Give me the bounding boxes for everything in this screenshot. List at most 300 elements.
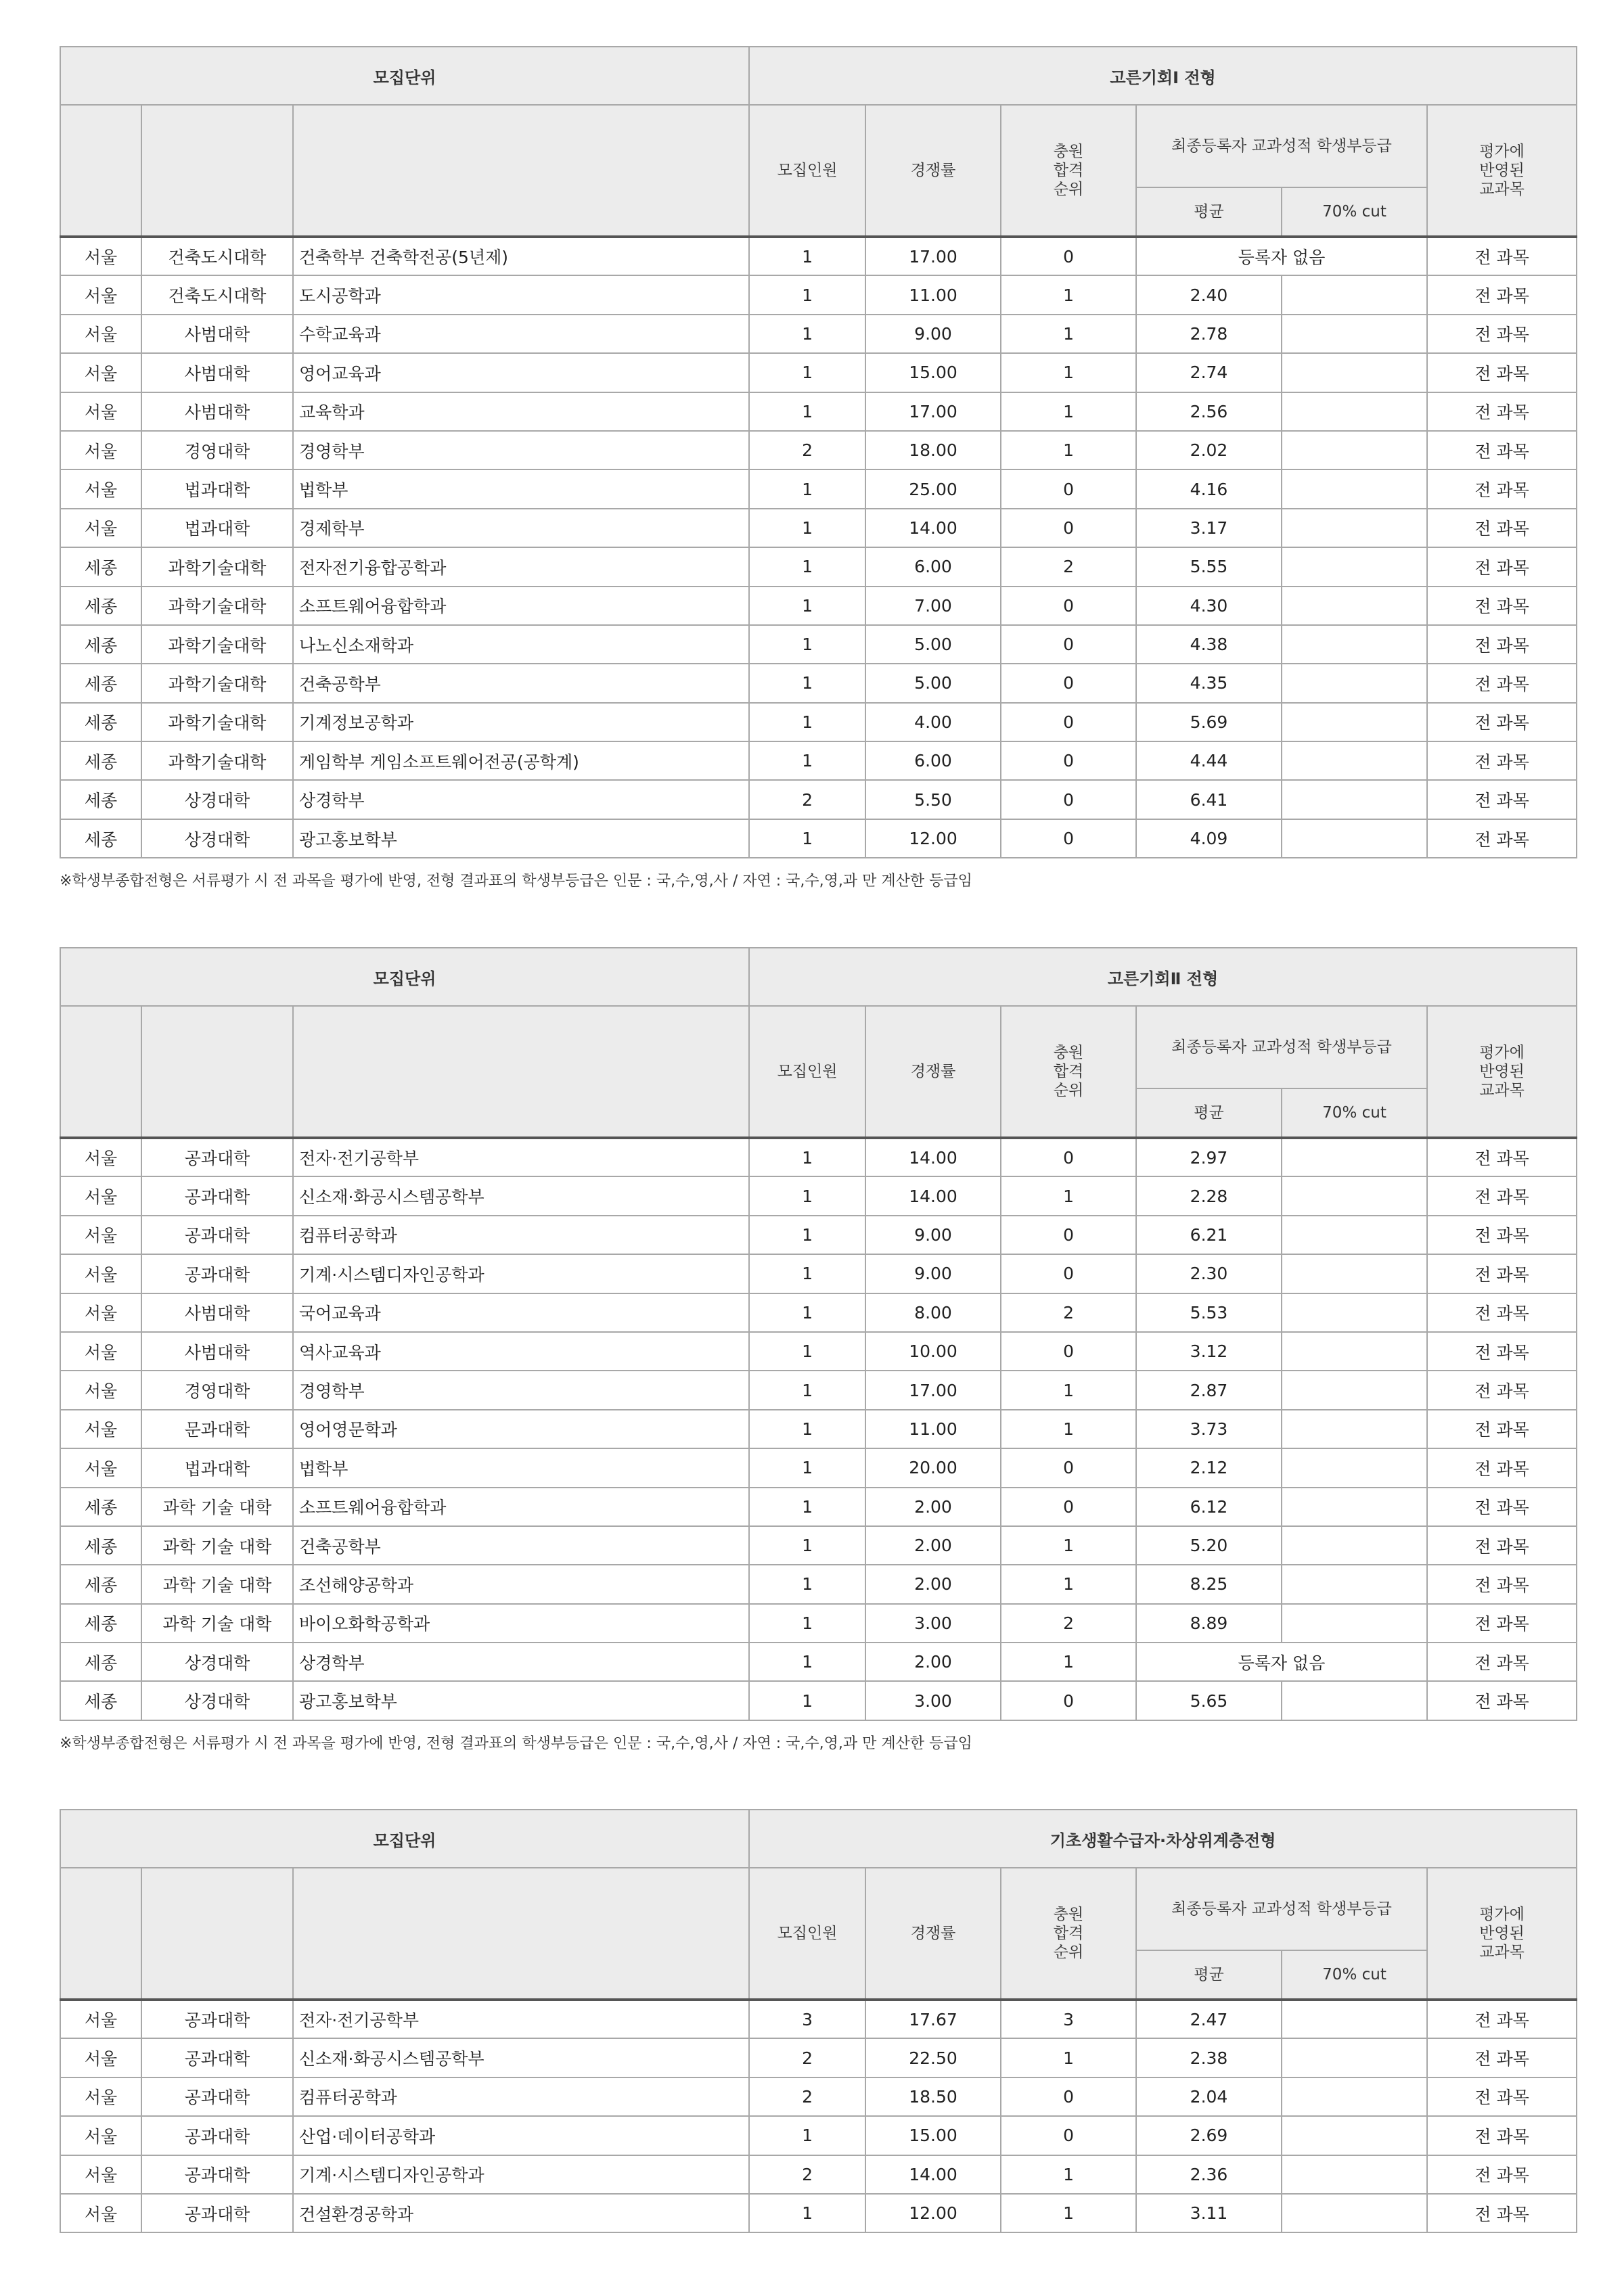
campus-cell: 서울 <box>60 1371 141 1409</box>
campus-cell: 세종 <box>60 625 141 664</box>
campus-cell: 서울 <box>60 2155 141 2194</box>
dept-cell: 교육학과 <box>293 392 749 431</box>
dept-cell: 컴퓨터공학과 <box>293 2077 749 2116</box>
table-row <box>60 819 1577 858</box>
rank-cell: 0 <box>1001 1138 1136 1176</box>
subjects-cell: 전 과목 <box>1427 1681 1577 1720</box>
header-avg: 평균 <box>1136 1088 1282 1138</box>
avg-cell: 5.53 <box>1136 1293 1282 1332</box>
table-row <box>60 1643 1577 1681</box>
college-cell: 공과대학 <box>141 2077 293 2116</box>
cut70-cell <box>1282 1216 1427 1254</box>
campus-cell: 서울 <box>60 509 141 547</box>
header-dept <box>293 1006 749 1138</box>
cut70-cell <box>1282 315 1427 353</box>
competition-cell: 17.67 <box>865 2000 1001 2038</box>
recruit-cell: 1 <box>749 509 865 547</box>
cut70-cell <box>1282 703 1427 741</box>
college-cell: 공과대학 <box>141 2116 293 2155</box>
recruit-cell: 2 <box>749 780 865 819</box>
table-row <box>60 741 1577 780</box>
college-cell: 법과대학 <box>141 1448 293 1487</box>
campus-cell: 서울 <box>60 1410 141 1448</box>
recruit-cell: 1 <box>749 1216 865 1254</box>
competition-cell: 14.00 <box>865 1138 1001 1176</box>
cut70-cell <box>1282 1488 1427 1526</box>
rank-cell: 0 <box>1001 1216 1136 1254</box>
competition-cell: 2.00 <box>865 1526 1001 1565</box>
subjects-cell: 전 과목 <box>1427 2155 1577 2194</box>
campus-cell: 세종 <box>60 819 141 858</box>
table-row <box>60 2116 1577 2155</box>
campus-cell: 서울 <box>60 2194 141 2232</box>
dept-cell: 법학부 <box>293 469 749 508</box>
header-cut70: 70% cut <box>1282 1950 1427 2000</box>
avg-cell: 2.02 <box>1136 431 1282 469</box>
avg-cell: 2.87 <box>1136 1371 1282 1409</box>
recruit-cell: 1 <box>749 1138 865 1176</box>
rank-cell: 0 <box>1001 469 1136 508</box>
table-row <box>60 2077 1577 2116</box>
section-3 <box>60 1809 1576 2233</box>
avg-cell: 4.44 <box>1136 741 1282 780</box>
dept-cell: 소프트웨어융합학과 <box>293 587 749 625</box>
avg-cell: 6.12 <box>1136 1488 1282 1526</box>
table-row <box>60 2038 1577 2077</box>
avg-cell: 8.25 <box>1136 1565 1282 1603</box>
header-grade-group: 최종등록자 교과성적 학생부등급 <box>1136 1868 1427 1950</box>
cut70-cell <box>1282 2000 1427 2038</box>
table-row <box>60 1681 1577 1720</box>
recruit-cell: 1 <box>749 664 865 702</box>
dept-cell: 게임학부 게임소프트웨어전공(공학계) <box>293 741 749 780</box>
competition-cell: 4.00 <box>865 703 1001 741</box>
dept-cell: 광고홍보학부 <box>293 819 749 858</box>
campus-cell: 서울 <box>60 431 141 469</box>
subjects-cell: 전 과목 <box>1427 1176 1577 1215</box>
competition-cell: 6.00 <box>865 547 1001 586</box>
dept-cell: 산업·데이터공학과 <box>293 2116 749 2155</box>
rank-cell: 1 <box>1001 1526 1136 1565</box>
header-college <box>141 1868 293 2000</box>
recruit-cell: 1 <box>749 1488 865 1526</box>
header-campus <box>60 1868 141 2000</box>
table-row <box>60 431 1577 469</box>
rank-cell: 0 <box>1001 1681 1136 1720</box>
section-1 <box>60 46 1576 890</box>
competition-cell: 2.00 <box>865 1643 1001 1681</box>
campus-cell: 서울 <box>60 2038 141 2077</box>
college-cell: 사범대학 <box>141 1332 293 1371</box>
recruit-cell: 1 <box>749 625 865 664</box>
subjects-cell: 전 과목 <box>1427 780 1577 819</box>
subjects-cell: 전 과목 <box>1427 741 1577 780</box>
table-row <box>60 1216 1577 1254</box>
dept-cell: 상경학부 <box>293 780 749 819</box>
competition-cell: 11.00 <box>865 1410 1001 1448</box>
college-cell: 과학 기술 대학 <box>141 1565 293 1603</box>
competition-cell: 12.00 <box>865 819 1001 858</box>
rank-cell: 3 <box>1001 2000 1136 2038</box>
college-cell: 경영대학 <box>141 1371 293 1409</box>
competition-cell: 9.00 <box>865 1254 1001 1293</box>
table-row <box>60 469 1577 508</box>
campus-cell: 서울 <box>60 315 141 353</box>
avg-cell: 8.89 <box>1136 1604 1282 1643</box>
avg-cell: 2.30 <box>1136 1254 1282 1293</box>
rank-cell: 2 <box>1001 1604 1136 1643</box>
college-cell: 문과대학 <box>141 1410 293 1448</box>
subjects-cell: 전 과목 <box>1427 664 1577 702</box>
rank-cell: 1 <box>1001 392 1136 431</box>
cut70-cell <box>1282 1526 1427 1565</box>
cut70-cell <box>1282 353 1427 392</box>
cut70-cell <box>1282 664 1427 702</box>
cut70-cell <box>1282 819 1427 858</box>
rank-cell: 0 <box>1001 587 1136 625</box>
competition-cell: 20.00 <box>865 1448 1001 1487</box>
cut70-cell <box>1282 1176 1427 1215</box>
campus-cell: 세종 <box>60 1643 141 1681</box>
cut70-cell <box>1282 431 1427 469</box>
table-row <box>60 547 1577 586</box>
dept-cell: 기계·시스템디자인공학과 <box>293 2155 749 2194</box>
table-row <box>60 1138 1577 1176</box>
subjects-cell: 전 과목 <box>1427 431 1577 469</box>
subjects-cell: 전 과목 <box>1427 469 1577 508</box>
campus-cell: 서울 <box>60 353 141 392</box>
dept-cell: 건축학부 건축학전공(5년제) <box>293 237 749 275</box>
competition-cell: 17.00 <box>865 237 1001 275</box>
header-dept <box>293 1868 749 2000</box>
recruit-cell: 1 <box>749 1371 865 1409</box>
competition-cell: 2.00 <box>865 1488 1001 1526</box>
college-cell: 공과대학 <box>141 2038 293 2077</box>
recruit-cell: 1 <box>749 1604 865 1643</box>
campus-cell: 세종 <box>60 703 141 741</box>
results-table-2 <box>60 947 1577 1721</box>
header-unit: 모집단위 <box>60 948 749 1006</box>
results-table-3 <box>60 1809 1577 2233</box>
rank-cell: 0 <box>1001 819 1136 858</box>
table-row <box>60 1410 1577 1448</box>
campus-cell: 세종 <box>60 1565 141 1603</box>
avg-cell: 5.55 <box>1136 547 1282 586</box>
table-row <box>60 625 1577 664</box>
avg-cell: 2.56 <box>1136 392 1282 431</box>
recruit-cell: 1 <box>749 1410 865 1448</box>
table-row <box>60 237 1577 275</box>
college-cell: 공과대학 <box>141 1176 293 1215</box>
recruit-cell: 1 <box>749 1526 865 1565</box>
avg-cell: 4.30 <box>1136 587 1282 625</box>
campus-cell: 서울 <box>60 2000 141 2038</box>
rank-cell: 0 <box>1001 1332 1136 1371</box>
college-cell: 경영대학 <box>141 431 293 469</box>
competition-cell: 14.00 <box>865 2155 1001 2194</box>
campus-cell: 서울 <box>60 275 141 314</box>
footnote: ※학생부종합전형은 서류평가 시 전 과목을 평가에 반영, 전형 결과표의 학생부등급은 인문 : 국,수,영,사 / 자연 : 국,수,영,과 만 계산한 등급임 <box>60 873 972 890</box>
cut70-cell <box>1282 2077 1427 2116</box>
avg-cell: 2.78 <box>1136 315 1282 353</box>
recruit-cell: 2 <box>749 2077 865 2116</box>
cut70-cell <box>1282 509 1427 547</box>
rank-cell: 1 <box>1001 2038 1136 2077</box>
footnote: ※학생부종합전형은 서류평가 시 전 과목을 평가에 반영, 전형 결과표의 학생부등급은 인문 : 국,수,영,사 / 자연 : 국,수,영,과 만 계산한 등급임 <box>60 1735 972 1752</box>
avg-cell: 2.28 <box>1136 1176 1282 1215</box>
subjects-cell: 전 과목 <box>1427 2194 1577 2232</box>
table-row <box>60 1371 1577 1409</box>
avg-cell: 6.21 <box>1136 1216 1282 1254</box>
college-cell: 공과대학 <box>141 2155 293 2194</box>
header-campus <box>60 1006 141 1138</box>
table-row <box>60 315 1577 353</box>
rank-cell: 0 <box>1001 237 1136 275</box>
avg-cell: 5.69 <box>1136 703 1282 741</box>
competition-cell: 12.00 <box>865 2194 1001 2232</box>
dept-cell: 기계정보공학과 <box>293 703 749 741</box>
dept-cell: 신소재·화공시스템공학부 <box>293 1176 749 1215</box>
rank-cell: 0 <box>1001 625 1136 664</box>
table-title: 기초생활수급자·차상위계층전형 <box>749 1810 1577 1868</box>
recruit-cell: 1 <box>749 587 865 625</box>
table-row <box>60 1604 1577 1643</box>
campus-cell: 세종 <box>60 1604 141 1643</box>
competition-cell: 7.00 <box>865 587 1001 625</box>
cut70-cell <box>1282 1371 1427 1409</box>
table-row <box>60 1565 1577 1603</box>
avg-cell: 5.20 <box>1136 1526 1282 1565</box>
campus-cell: 서울 <box>60 2116 141 2155</box>
table-row <box>60 353 1577 392</box>
subjects-cell: 전 과목 <box>1427 2116 1577 2155</box>
subjects-cell: 전 과목 <box>1427 2038 1577 2077</box>
competition-cell: 17.00 <box>865 392 1001 431</box>
header-recruit: 모집인원 <box>749 1006 865 1138</box>
subjects-cell: 전 과목 <box>1427 1565 1577 1603</box>
dept-cell: 조선해양공학과 <box>293 1565 749 1603</box>
college-cell: 과학기술대학 <box>141 587 293 625</box>
header-rank: 충원 합격 순위 <box>1001 1868 1136 2000</box>
table-row <box>60 780 1577 819</box>
subjects-cell: 전 과목 <box>1427 1138 1577 1176</box>
competition-cell: 11.00 <box>865 275 1001 314</box>
rank-cell: 0 <box>1001 1448 1136 1487</box>
campus-cell: 세종 <box>60 780 141 819</box>
avg-cell: 3.73 <box>1136 1410 1282 1448</box>
dept-cell: 광고홍보학부 <box>293 1681 749 1720</box>
header-avg: 평균 <box>1136 187 1282 237</box>
subjects-cell: 전 과목 <box>1427 819 1577 858</box>
cut70-cell <box>1282 1410 1427 1448</box>
section-2 <box>60 947 1576 1753</box>
competition-cell: 14.00 <box>865 509 1001 547</box>
table-row <box>60 2194 1577 2232</box>
college-cell: 공과대학 <box>141 2000 293 2038</box>
header-campus <box>60 105 141 237</box>
header-unit: 모집단위 <box>60 1810 749 1868</box>
recruit-cell: 1 <box>749 469 865 508</box>
subjects-cell: 전 과목 <box>1427 703 1577 741</box>
header-avg: 평균 <box>1136 1950 1282 2000</box>
cut70-cell <box>1282 547 1427 586</box>
recruit-cell: 2 <box>749 431 865 469</box>
cut70-cell <box>1282 1604 1427 1643</box>
table-row <box>60 1526 1577 1565</box>
cut70-cell <box>1282 1448 1427 1487</box>
college-cell: 과학 기술 대학 <box>141 1526 293 1565</box>
campus-cell: 세종 <box>60 664 141 702</box>
subjects-cell: 전 과목 <box>1427 1526 1577 1565</box>
table-body <box>60 1138 1577 1720</box>
competition-cell: 3.00 <box>865 1681 1001 1720</box>
competition-cell: 18.50 <box>865 2077 1001 2116</box>
avg-cell: 4.35 <box>1136 664 1282 702</box>
college-cell: 상경대학 <box>141 780 293 819</box>
header-college <box>141 1006 293 1138</box>
avg-cell: 2.36 <box>1136 2155 1282 2194</box>
college-cell: 과학 기술 대학 <box>141 1604 293 1643</box>
college-cell: 법과대학 <box>141 509 293 547</box>
college-cell: 과학기술대학 <box>141 664 293 702</box>
avg-cell: 3.17 <box>1136 509 1282 547</box>
college-cell: 상경대학 <box>141 1681 293 1720</box>
competition-cell: 10.00 <box>865 1332 1001 1371</box>
dept-cell: 건설환경공학과 <box>293 2194 749 2232</box>
recruit-cell: 1 <box>749 315 865 353</box>
recruit-cell: 1 <box>749 703 865 741</box>
dept-cell: 국어교육과 <box>293 1293 749 1332</box>
campus-cell: 세종 <box>60 587 141 625</box>
competition-cell: 22.50 <box>865 2038 1001 2077</box>
header-dept <box>293 105 749 237</box>
college-cell: 사범대학 <box>141 315 293 353</box>
dept-cell: 상경학부 <box>293 1643 749 1681</box>
avg-cell: 2.97 <box>1136 1138 1282 1176</box>
rank-cell: 0 <box>1001 703 1136 741</box>
dept-cell: 경제학부 <box>293 509 749 547</box>
avg-cell: 2.40 <box>1136 275 1282 314</box>
campus-cell: 서울 <box>60 1293 141 1332</box>
college-cell: 과학기술대학 <box>141 547 293 586</box>
table-row <box>60 2155 1577 2194</box>
header-subjects: 평가에 반영된 교과목 <box>1427 1006 1577 1138</box>
subjects-cell: 전 과목 <box>1427 275 1577 314</box>
subjects-cell: 전 과목 <box>1427 1410 1577 1448</box>
recruit-cell: 1 <box>749 741 865 780</box>
dept-cell: 도시공학과 <box>293 275 749 314</box>
table-row <box>60 1254 1577 1293</box>
rank-cell: 0 <box>1001 1488 1136 1526</box>
header-cut70: 70% cut <box>1282 187 1427 237</box>
header-subjects: 평가에 반영된 교과목 <box>1427 105 1577 237</box>
table-row <box>60 1176 1577 1215</box>
competition-cell: 8.00 <box>865 1293 1001 1332</box>
recruit-cell: 1 <box>749 1293 865 1332</box>
competition-cell: 5.50 <box>865 780 1001 819</box>
table-row <box>60 664 1577 702</box>
competition-cell: 9.00 <box>865 315 1001 353</box>
recruit-cell: 1 <box>749 1643 865 1681</box>
dept-cell: 전자·전기공학부 <box>293 1138 749 1176</box>
recruit-cell: 2 <box>749 2038 865 2077</box>
rank-cell: 0 <box>1001 1254 1136 1293</box>
dept-cell: 신소재·화공시스템공학부 <box>293 2038 749 2077</box>
table-title: 고른기회Ⅰ 전형 <box>749 47 1577 105</box>
rank-cell: 1 <box>1001 1643 1136 1681</box>
campus-cell: 서울 <box>60 392 141 431</box>
recruit-cell: 1 <box>749 2116 865 2155</box>
avg-cell: 4.38 <box>1136 625 1282 664</box>
recruit-cell: 1 <box>749 1681 865 1720</box>
subjects-cell: 전 과목 <box>1427 1604 1577 1643</box>
rank-cell: 0 <box>1001 509 1136 547</box>
recruit-cell: 3 <box>749 2000 865 2038</box>
dept-cell: 경영학부 <box>293 1371 749 1409</box>
cut70-cell <box>1282 2038 1427 2077</box>
table-body <box>60 237 1577 858</box>
recruit-cell: 1 <box>749 275 865 314</box>
competition-cell: 15.00 <box>865 2116 1001 2155</box>
rank-cell: 1 <box>1001 2155 1136 2194</box>
avg-cell: 2.74 <box>1136 353 1282 392</box>
avg-cell: 2.47 <box>1136 2000 1282 2038</box>
rank-cell: 1 <box>1001 2194 1136 2232</box>
table-row <box>60 275 1577 314</box>
subjects-cell: 전 과목 <box>1427 587 1577 625</box>
campus-cell: 서울 <box>60 469 141 508</box>
recruit-cell: 1 <box>749 1176 865 1215</box>
dept-cell: 수학교육과 <box>293 315 749 353</box>
avg-cell: 3.12 <box>1136 1332 1282 1371</box>
recruit-cell: 2 <box>749 2155 865 2194</box>
dept-cell: 역사교육과 <box>293 1332 749 1371</box>
competition-cell: 2.00 <box>865 1565 1001 1603</box>
results-table-1 <box>60 46 1577 858</box>
cut70-cell <box>1282 2194 1427 2232</box>
subjects-cell: 전 과목 <box>1427 2077 1577 2116</box>
avg-cell: 2.69 <box>1136 2116 1282 2155</box>
header-recruit: 모집인원 <box>749 105 865 237</box>
table-title: 고른기회Ⅱ 전형 <box>749 948 1577 1006</box>
dept-cell: 전자·전기공학부 <box>293 2000 749 2038</box>
rank-cell: 1 <box>1001 315 1136 353</box>
header-recruit: 모집인원 <box>749 1868 865 2000</box>
campus-cell: 서울 <box>60 1138 141 1176</box>
header-competition: 경쟁률 <box>865 105 1001 237</box>
cut70-cell <box>1282 1138 1427 1176</box>
campus-cell: 서울 <box>60 1176 141 1215</box>
subjects-cell: 전 과목 <box>1427 1448 1577 1487</box>
cut70-cell <box>1282 625 1427 664</box>
competition-cell: 3.00 <box>865 1604 1001 1643</box>
campus-cell: 서울 <box>60 237 141 275</box>
recruit-cell: 1 <box>749 819 865 858</box>
header-grade-group: 최종등록자 교과성적 학생부등급 <box>1136 1006 1427 1088</box>
cut70-cell <box>1282 392 1427 431</box>
header-college <box>141 105 293 237</box>
college-cell: 사범대학 <box>141 392 293 431</box>
table-row <box>60 1488 1577 1526</box>
recruit-cell: 1 <box>749 353 865 392</box>
header-rank: 충원 합격 순위 <box>1001 105 1136 237</box>
cut70-cell <box>1282 1681 1427 1720</box>
table-row <box>60 1332 1577 1371</box>
competition-cell: 18.00 <box>865 431 1001 469</box>
college-cell: 과학 기술 대학 <box>141 1488 293 1526</box>
avg-cell: 5.65 <box>1136 1681 1282 1720</box>
campus-cell: 서울 <box>60 1254 141 1293</box>
